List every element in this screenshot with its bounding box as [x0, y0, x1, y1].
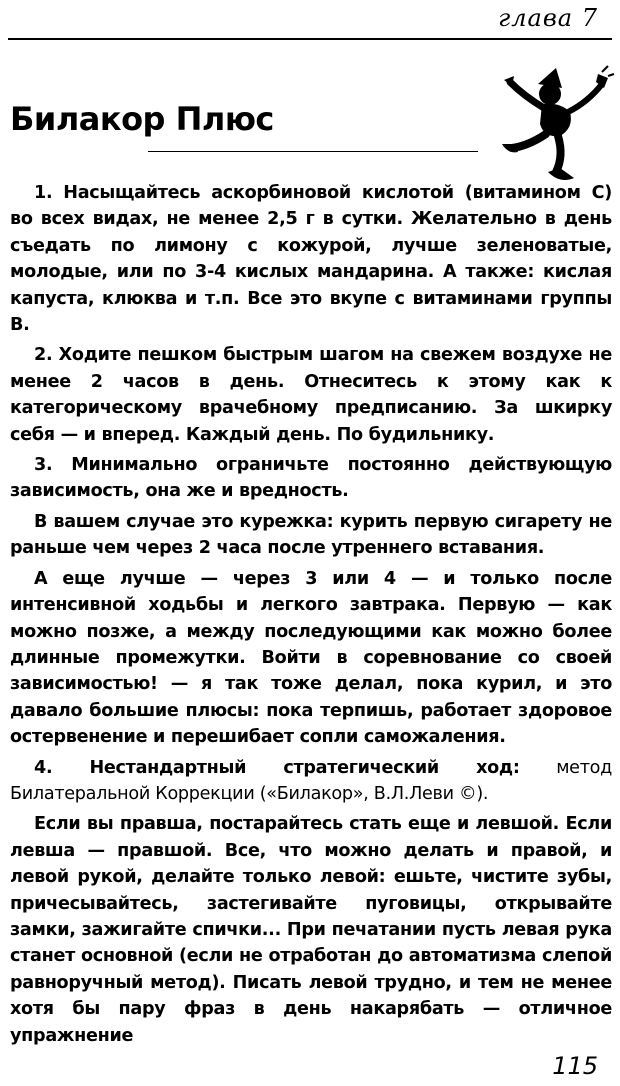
- paragraph-3b: А еще лучше — через 3 или 4 — и только после интенсивной ходьбы и легкого завтрака. Первую — как можно позже, а между последующими как можно более длинные промежутки. Войти в соревнование со своей зависимостью! — я так тоже делал, пока курил, и это давало большие плюсы: пока терпишь, работает здоровое остервенение и перешибает сопли саможаления.: [10, 568, 612, 748]
- paragraph-4: [10, 755, 612, 808]
- article-body: [10, 180, 612, 1053]
- section-title: Билакор Плюс: [10, 100, 274, 138]
- header-divider: [8, 38, 612, 40]
- paragraph-1: 1. Насыщайтесь аскорбиновой кислотой (витамином С) во всех видах, не менее 2,5 г в сутки. Желательно в день съедать по лимону с кожурой, лучше зеленоватые, молодые, или по 3-4 кислых мандарина. А также: кислая капуста, клюква и т.п. Все это вкупе с витаминами группы В.: [10, 183, 612, 336]
- paragraph-4-rest: метод Билатеральной Коррекции («Билакор», В.Л.Леви ©).: [10, 757, 612, 804]
- paragraph-5: Если вы правша, постарайтесь стать еще и левшой. Если левша — правшой. Все, что можно делать и правой, и левой рукой, делайте только левой: ешьте, чистите зубы, причесывайтесь, застегивайте пуговицы, открывайте замки, зажигайте спички... При печатании пусть левая рука станет основной (если не отработан до автоматизма слепой равноручный метод). Писать левой трудно, и тем не менее хотя бы пару фраз в день накарябать — отличное упражнение: [10, 814, 612, 1046]
- title-underline: [148, 151, 478, 152]
- paragraph-3: 3. Минимально ограничьте постоянно действующую зависимость, она же и вредность.: [10, 455, 612, 502]
- page-number: 115: [552, 1052, 598, 1080]
- paragraph-3a: В вашем случае это курежка: курить первую сигарету не раньше чем через 2 часа после утреннего вставания.: [10, 511, 612, 559]
- dancing-man-icon: [498, 62, 616, 190]
- paragraph-4-lead: 4. Нестандартный стратегический ход:: [34, 757, 520, 778]
- chapter-label: глава 7: [498, 4, 598, 32]
- paragraph-2: 2. Ходите пешком быстрым шагом на свежем воздухе не менее 2 часов в день. Отнеситесь к этому как к категорическому врачебному предписанию. За шкирку себя — и вперед. Каждый день. По будильнику.: [10, 345, 612, 445]
